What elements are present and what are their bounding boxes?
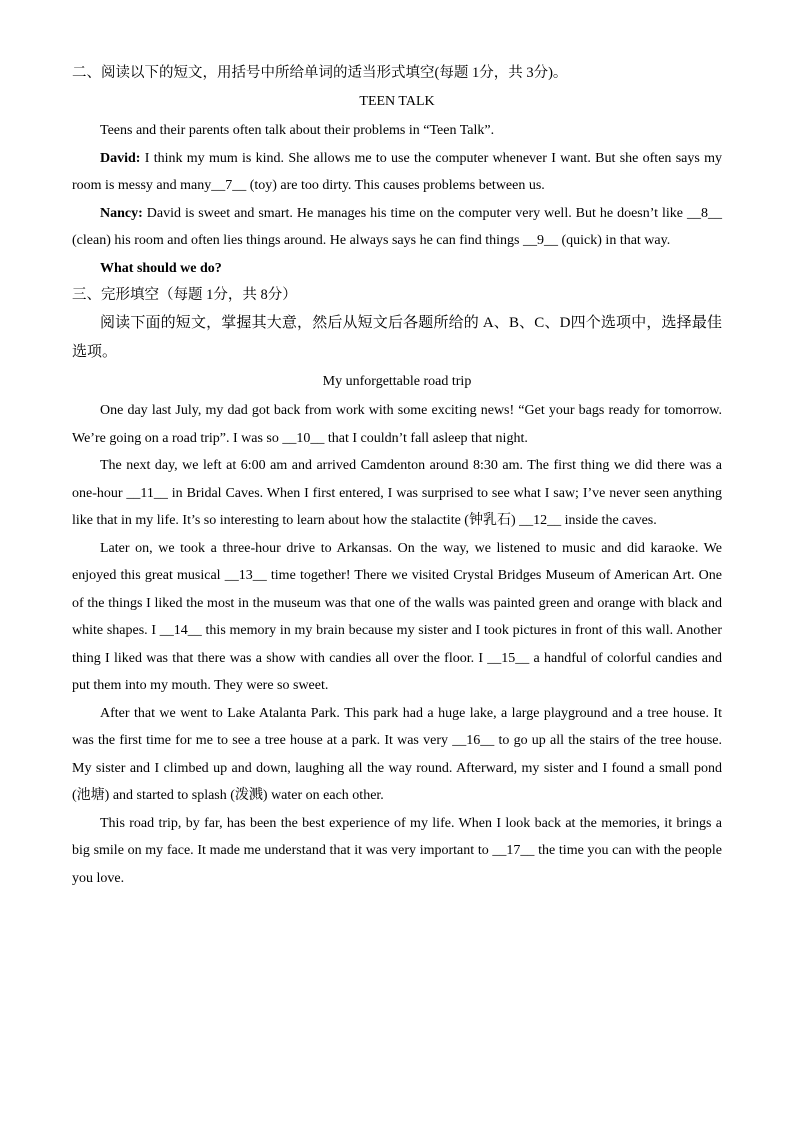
story-paragraph-1: One day last July, my dad got back from work with some exciting news! “Get your bags ready for tomorrow. We’re going on a road trip”. I was so __10__ that I couldn’t fall asleep that night. — [72, 403, 722, 446]
story-paragraph-2: The next day, we left at 6:00 am and arrived Camdenton around 8:30 am. The first thing we did there was a one-hour __11__ in Bridal Caves. When I first entered, I was surprised to see what I saw; I’ve never seen anything like that in my life. It’s so interesting to learn about how the stalactite (钟乳石) __12__ inside the caves. — [72, 458, 722, 528]
story-paragraph-4: After that we went to Lake Atalanta Park. This park had a huge lake, a large playground and a tree house. It was the first time for me to see a tree house at a park. It was very __16__ to go up all the stairs of the tree house. My sister and I climbed up and down, laughing all the way round. Afterward, my sister and I found a small pond (池塘) and started to splash (泼溅) water on each other. — [72, 705, 722, 803]
section3-instruction: 阅读下面的短文，掌握其大意，然后从短文后各题所给的 A、B、C、D四个选项中，选择最佳选项。 — [72, 315, 722, 360]
section2-closing: What should we do? — [100, 260, 222, 276]
section3-heading: 三、完形填空（每题 1分，共 8分） — [72, 287, 297, 303]
section2-heading: 二、阅读以下的短文，用括号中所给单词的适当形式填空(每题 1分，共 3分)。 — [72, 65, 568, 81]
section2-title: TEEN TALK — [359, 94, 435, 109]
story-paragraph-5: This road trip, by far, has been the best experience of my life. When I look back at the memories, it brings a big smile on my face. It made me understand that it was very important to __17__ the time you can with the people you love. — [72, 815, 722, 886]
david-paragraph — [72, 145, 722, 200]
david-label: David: — [100, 150, 141, 166]
story-title: My unforgettable road trip — [322, 374, 472, 389]
nancy-paragraph — [72, 200, 722, 255]
david-text: I think my mum is kind. She allows me to use the computer whenever I want. But she often says my room is messy and many__7__ (toy) are too dirty. This causes problems between us. — [72, 150, 722, 193]
nancy-label: Nancy: — [100, 205, 143, 221]
nancy-text: David is sweet and smart. He manages his time on the computer very well. But he doesn’t like __8__ (clean) his room and often lies things around. He always says he can find things __9__ (quick) in that way. — [72, 205, 722, 248]
story-paragraph-3: Later on, we took a three-hour drive to Arkansas. On the way, we listened to music and did karaoke. We enjoyed this great musical __13__ time together! There we visited Crystal Bridges Museum of American Art. One of the things I liked the most in the museum was that one of the walls was painted green and orange with black and white shapes. I __14__ this memory in my brain because my sister and I took pictures in front of this wall. Another thing I liked was that there was a show with candies all over the floor. I __15__ a handful of colorful candies and put them into my mouth. They were so sweet. — [72, 540, 722, 693]
section2-intro: Teens and their parents often talk about their problems in “Teen Talk”. — [100, 123, 495, 138]
document-page — [72, 60, 722, 892]
